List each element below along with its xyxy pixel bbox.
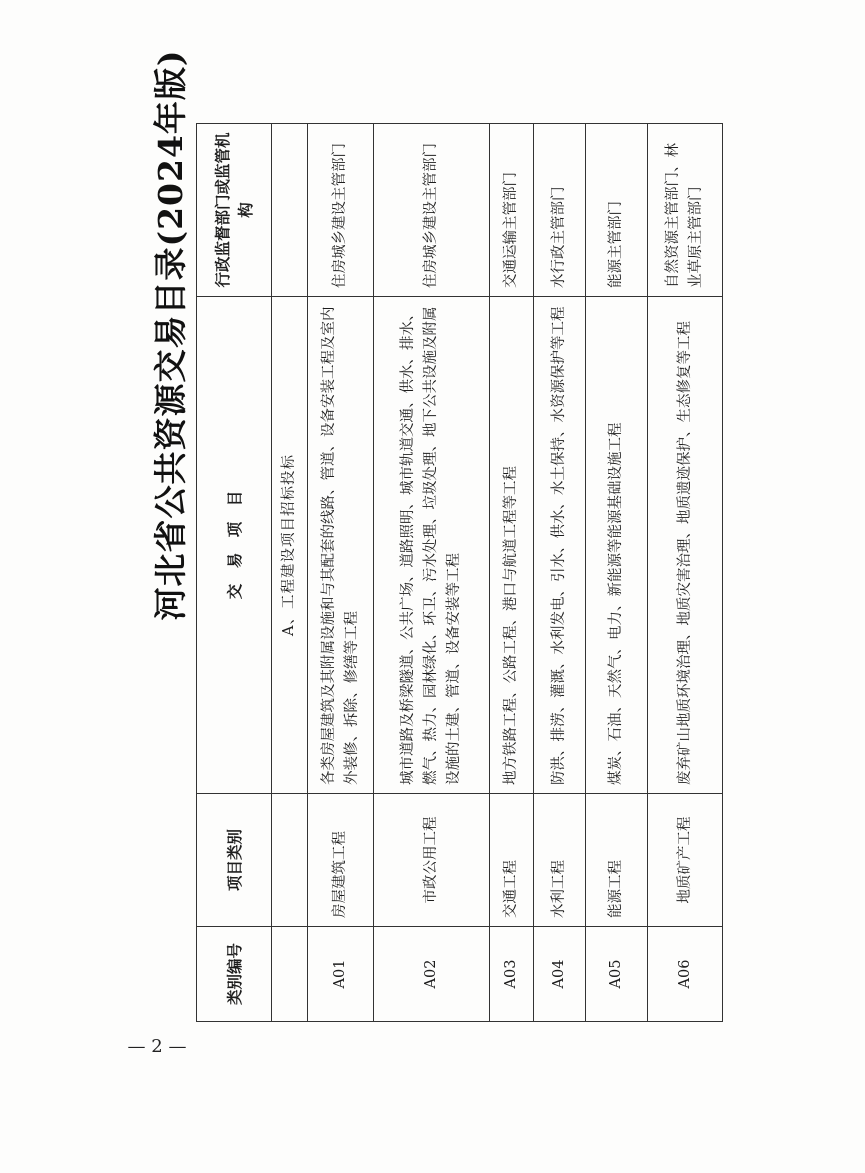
row-items: 各类房屋建筑及其附属设施和与其配套的线路、管道、设备安装工程及室内外装修、拆除、修缮等工程 bbox=[308, 297, 374, 794]
page-number: — 2 — bbox=[127, 1035, 187, 1057]
catalog-table bbox=[196, 123, 723, 1022]
table-row bbox=[586, 124, 648, 1022]
row-code: A02 bbox=[374, 927, 490, 1022]
table-header-row bbox=[197, 124, 272, 1022]
table-row bbox=[308, 124, 374, 1022]
row-code: A05 bbox=[586, 927, 648, 1022]
row-dept: 水行政主管部门 bbox=[534, 124, 586, 297]
table-row bbox=[490, 124, 534, 1022]
row-items: 地方铁路工程、公路工程、港口与航道工程等工程 bbox=[490, 297, 534, 794]
section-a-label: A、工程建设项目招标投标 bbox=[272, 297, 308, 794]
header-supervision-dept: 行政监督部门或监管机构 bbox=[197, 124, 272, 297]
row-category: 水利工程 bbox=[534, 794, 586, 927]
row-dept: 住房城乡建设主管部门 bbox=[308, 124, 374, 297]
table-row bbox=[534, 124, 586, 1022]
row-items: 废弃矿山地质环境治理、地质灾害治理、地质遗迹保护、生态修复等工程 bbox=[648, 297, 723, 794]
row-dept: 交通运输主管部门 bbox=[490, 124, 534, 297]
row-category: 交通工程 bbox=[490, 794, 534, 927]
table-row bbox=[648, 124, 723, 1022]
trade-catalog-table bbox=[196, 124, 722, 1022]
header-trade-items: 交 易 项 目 bbox=[197, 297, 272, 794]
row-category: 市政公用工程 bbox=[374, 794, 490, 927]
row-dept: 住房城乡建设主管部门 bbox=[374, 124, 490, 297]
row-items: 城市道路及桥梁隧道、公共广场、道路照明、城市轨道交通、供水、排水、燃气、热力、园林绿化、环卫、污水处理、垃圾处理、地下公共设施及附属设施的土建、管道、设备安装等工程 bbox=[374, 297, 490, 794]
row-code: A01 bbox=[308, 927, 374, 1022]
row-category: 房屋建筑工程 bbox=[308, 794, 374, 927]
document-title: 河北省公共资源交易目录(2024年版) bbox=[150, 49, 190, 621]
header-category-code: 类别编号 bbox=[197, 927, 272, 1022]
row-code: A03 bbox=[490, 927, 534, 1022]
row-dept: 自然资源主管部门、林业草原主管部门 bbox=[648, 124, 723, 297]
section-row bbox=[272, 124, 308, 1022]
row-items: 煤炭、石油、天然气、电力、新能源等能源基础设施工程 bbox=[586, 297, 648, 794]
row-category: 能源工程 bbox=[586, 794, 648, 927]
row-code: A06 bbox=[648, 927, 723, 1022]
header-project-category: 项目类别 bbox=[197, 794, 272, 927]
row-items: 防洪、排涝、灌溉、水利发电、引水、供水、水土保持、水资源保护等工程 bbox=[534, 297, 586, 794]
row-dept: 能源主管部门 bbox=[586, 124, 648, 297]
row-code: A04 bbox=[534, 927, 586, 1022]
row-category: 地质矿产工程 bbox=[648, 794, 723, 927]
table-row bbox=[374, 124, 490, 1022]
